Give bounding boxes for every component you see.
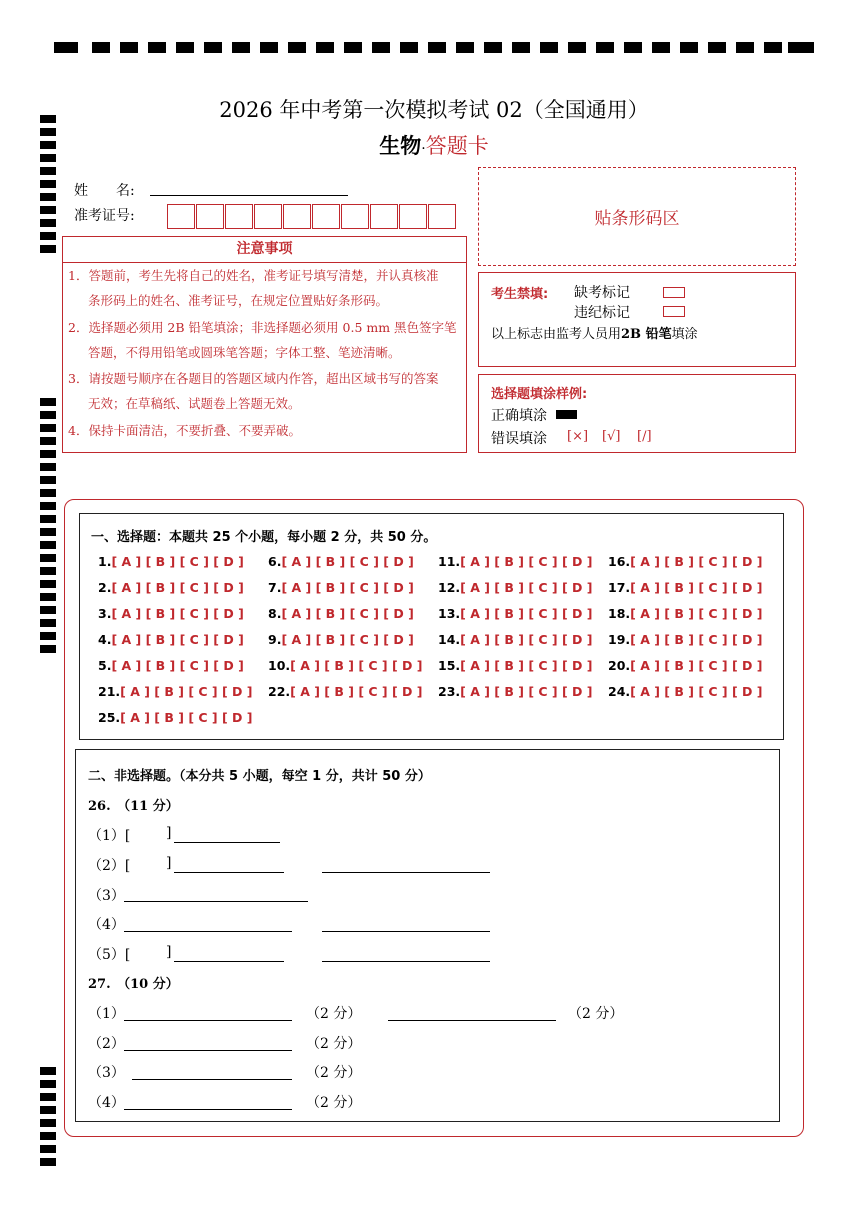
notice-item: 答题，不得用铅笔或圆珠笔答题；字体工整、笔迹清晰。 <box>88 345 401 360</box>
answer-line[interactable] <box>174 961 284 962</box>
question-number: 12. <box>438 580 461 595</box>
notice-item: 4．保持卡面清洁，不要折叠、不要弄破。 <box>68 423 301 438</box>
question-number: 11. <box>438 554 461 569</box>
answer-options[interactable]: [ A ] [ B ] [ C ] [ D ] <box>281 580 414 595</box>
absent-label: 缺考标记 <box>574 285 630 301</box>
timing-mark <box>40 1106 56 1114</box>
choice-question[interactable] <box>98 606 244 621</box>
choice-question[interactable] <box>438 658 592 673</box>
timing-mark <box>40 554 56 562</box>
answer-line[interactable] <box>124 1109 292 1110</box>
choice-question[interactable] <box>98 554 244 569</box>
answer-line[interactable] <box>124 931 292 932</box>
timing-mark <box>40 411 56 419</box>
barcode-label: 贴条形码区 <box>594 209 680 229</box>
notice-title-box <box>62 236 467 263</box>
choice-question[interactable] <box>98 632 244 647</box>
timing-mark <box>40 502 56 510</box>
answer-options[interactable]: [ A ] [ B ] [ C ] [ D ] <box>120 684 253 699</box>
answer-options[interactable]: [ A ] [ B ] [ C ] [ D ] <box>290 658 423 673</box>
id-label: 准考证号: <box>74 208 135 224</box>
timing-mark <box>40 167 56 175</box>
wrong-example-3: [/] <box>637 429 652 444</box>
question-number: 2. <box>98 580 112 595</box>
answer-options[interactable]: [ A ] [ B ] [ C ] [ D ] <box>120 710 253 725</box>
answer-options[interactable]: [ A ] [ B ] [ C ] [ D ] <box>630 632 763 647</box>
score-label: （2 分） <box>306 1036 362 1052</box>
question-number: 16. <box>608 554 631 569</box>
notice-item: 3．请按题号顺序在各题目的答题区域内作答，超出区域书写的答案 <box>68 371 439 386</box>
timing-mark <box>40 515 56 523</box>
choice-question[interactable] <box>268 580 414 595</box>
q26-5-label: （5）[ <box>88 947 131 963</box>
q27-2-label: （2） <box>88 1036 125 1052</box>
question-number: 25. <box>98 710 121 725</box>
id-digit-cell[interactable] <box>254 204 282 229</box>
choice-question[interactable] <box>608 554 762 569</box>
question-number: 6. <box>268 554 282 569</box>
violation-mark[interactable] <box>663 306 685 317</box>
choice-question[interactable] <box>438 554 592 569</box>
answer-line[interactable] <box>174 842 280 843</box>
answer-options[interactable]: [ A ] [ B ] [ C ] [ D ] <box>630 606 763 621</box>
timing-mark <box>40 245 56 253</box>
answer-options[interactable]: [ A ] [ B ] [ C ] [ D ] <box>460 632 593 647</box>
answer-options[interactable]: [ A ] [ B ] [ C ] [ D ] <box>111 658 244 673</box>
timing-mark <box>40 1080 56 1088</box>
question-number: 15. <box>438 658 461 673</box>
answer-options[interactable]: [ A ] [ B ] [ C ] [ D ] <box>111 580 244 595</box>
choice-question[interactable] <box>98 684 252 699</box>
answer-options[interactable]: [ A ] [ B ] [ C ] [ D ] <box>630 554 763 569</box>
bracket-close: ] <box>166 944 172 960</box>
question-number: 4. <box>98 632 112 647</box>
answer-options[interactable]: [ A ] [ B ] [ C ] [ D ] <box>111 606 244 621</box>
answer-line[interactable] <box>124 901 308 902</box>
answer-options[interactable]: [ A ] [ B ] [ C ] [ D ] <box>281 632 414 647</box>
sample-box <box>478 374 796 453</box>
timing-mark <box>40 1145 56 1153</box>
choice-question[interactable] <box>608 658 762 673</box>
choice-question[interactable] <box>608 632 762 647</box>
timing-mark <box>40 606 56 614</box>
choice-question[interactable] <box>268 632 414 647</box>
q26-3-label: （3） <box>88 888 125 904</box>
timing-mark <box>40 528 56 536</box>
q26-1-label: （1）[ <box>88 828 131 844</box>
choice-question[interactable] <box>438 684 592 699</box>
choice-question[interactable] <box>608 606 762 621</box>
question-number: 5. <box>98 658 112 673</box>
timing-mark <box>40 489 56 497</box>
answer-options[interactable]: [ A ] [ B ] [ C ] [ D ] <box>460 554 593 569</box>
correct-label: 正确填涂 <box>491 408 547 424</box>
timing-mark <box>40 1119 56 1127</box>
question-number: 3. <box>98 606 112 621</box>
choice-section <box>79 513 784 740</box>
answer-options[interactable]: [ A ] [ B ] [ C ] [ D ] <box>460 684 593 699</box>
score-label: （2 分） <box>306 1006 362 1022</box>
question-number: 18. <box>608 606 631 621</box>
choice-question[interactable] <box>268 554 414 569</box>
timing-mark <box>40 219 56 227</box>
id-digit-cell[interactable] <box>196 204 224 229</box>
bracket-close: ] <box>166 855 172 871</box>
timing-mark <box>40 424 56 432</box>
notice-item: 1．答题前，考生先将自己的姓名，准考证号填写清楚，并认真核准 <box>68 268 439 283</box>
q27-4-label: （4） <box>88 1095 125 1111</box>
timing-mark <box>40 1067 56 1075</box>
question-number: 20. <box>608 658 631 673</box>
answer-line[interactable] <box>132 1079 292 1080</box>
timing-mark <box>40 1132 56 1140</box>
timing-mark <box>40 193 56 201</box>
question-number: 10. <box>268 658 291 673</box>
choice-question[interactable] <box>268 606 414 621</box>
forbidden-note: 以上标志由监考人员用2B 铅笔填涂 <box>491 327 698 342</box>
forbidden-label: 考生禁填: <box>491 287 549 302</box>
q26-2-label: （2）[ <box>88 858 131 874</box>
notice-item: 无效；在草稿纸、试题卷上答题无效。 <box>88 396 301 411</box>
question-number: 19. <box>608 632 631 647</box>
nonchoice-section <box>75 749 780 1122</box>
timing-mark <box>40 1158 56 1166</box>
timing-mark <box>40 398 56 406</box>
q27-3-label: （3） <box>88 1065 125 1081</box>
answer-line[interactable] <box>388 1020 556 1021</box>
name-field[interactable] <box>150 195 348 196</box>
answer-line[interactable] <box>322 872 490 873</box>
choice-question[interactable] <box>98 658 244 673</box>
score-label: （2 分） <box>306 1065 362 1081</box>
answer-options[interactable]: [ A ] [ B ] [ C ] [ D ] <box>111 554 244 569</box>
violation-label: 违纪标记 <box>574 305 630 321</box>
id-digit-cell[interactable] <box>225 204 253 229</box>
timing-mark <box>40 180 56 188</box>
section2-title: 二、非选择题。（本分共 5 小题，每空 1 分，共计 50 分） <box>88 769 431 784</box>
score-label: （2 分） <box>568 1006 624 1022</box>
timing-mark <box>40 232 56 240</box>
id-digit-cell[interactable] <box>312 204 340 229</box>
answer-line[interactable] <box>124 1050 292 1051</box>
timing-mark <box>40 1093 56 1101</box>
choice-question[interactable] <box>438 632 592 647</box>
subject-title: 生物·答题卡 <box>379 133 489 158</box>
choice-question[interactable] <box>98 580 244 595</box>
answer-options[interactable]: [ A ] [ B ] [ C ] [ D ] <box>460 658 593 673</box>
notice-title: 注意事项 <box>236 241 293 257</box>
answer-options[interactable]: [ A ] [ B ] [ C ] [ D ] <box>281 554 414 569</box>
correct-fill-example <box>556 410 577 419</box>
id-digit-cell[interactable] <box>428 204 456 229</box>
timing-mark <box>40 450 56 458</box>
id-digit-cell[interactable] <box>341 204 369 229</box>
timing-mark <box>40 463 56 471</box>
question-number: 13. <box>438 606 461 621</box>
timing-mark <box>40 632 56 640</box>
barcode-area <box>478 167 796 266</box>
answer-options[interactable]: [ A ] [ B ] [ C ] [ D ] <box>111 632 244 647</box>
choice-question[interactable] <box>438 580 592 595</box>
answer-options[interactable]: [ A ] [ B ] [ C ] [ D ] <box>630 580 763 595</box>
id-digit-cell[interactable] <box>167 204 195 229</box>
answer-options[interactable]: [ A ] [ B ] [ C ] [ D ] <box>460 580 593 595</box>
q26-4-label: （4） <box>88 917 125 933</box>
timing-mark <box>40 476 56 484</box>
exam-title: 2026 年中考第一次模拟考试 02（全国通用） <box>219 98 649 122</box>
choice-question[interactable] <box>268 658 422 673</box>
notice-item: 2．选择题必须用 2B 铅笔填涂；非选择题必须用 0.5 mm 黑色签字笔 <box>68 320 457 335</box>
timing-mark <box>40 437 56 445</box>
question-number: 17. <box>608 580 631 595</box>
q27-1-label: （1） <box>88 1006 125 1022</box>
bracket-close: ] <box>166 825 172 841</box>
absent-mark[interactable] <box>663 287 685 298</box>
top-timing-marks <box>54 40 814 56</box>
timing-mark <box>40 580 56 588</box>
timing-mark <box>40 619 56 627</box>
id-digit-cell[interactable] <box>399 204 427 229</box>
answer-options[interactable]: [ A ] [ B ] [ C ] [ D ] <box>281 606 414 621</box>
answer-options[interactable]: [ A ] [ B ] [ C ] [ D ] <box>630 684 763 699</box>
timing-mark <box>40 593 56 601</box>
wrong-label: 错误填涂 <box>491 431 547 447</box>
answer-line[interactable] <box>322 931 490 932</box>
question-number: 21. <box>98 684 121 699</box>
answer-options[interactable]: [ A ] [ B ] [ C ] [ D ] <box>460 606 593 621</box>
timing-mark <box>40 541 56 549</box>
id-digit-cell[interactable] <box>283 204 311 229</box>
choice-question[interactable] <box>98 710 252 725</box>
q27-title: 27. （10 分） <box>88 977 179 992</box>
choice-question[interactable] <box>438 606 592 621</box>
answer-line[interactable] <box>174 872 284 873</box>
wrong-example-2: [√] <box>602 429 621 444</box>
question-number: 14. <box>438 632 461 647</box>
score-label: （2 分） <box>306 1095 362 1111</box>
question-number: 9. <box>268 632 282 647</box>
timing-mark <box>40 645 56 653</box>
question-number: 23. <box>438 684 461 699</box>
question-number: 24. <box>608 684 631 699</box>
choice-question[interactable] <box>608 684 762 699</box>
wrong-example-1: [×] <box>567 429 589 444</box>
timing-mark <box>40 206 56 214</box>
sample-title: 选择题填涂样例: <box>491 387 588 402</box>
timing-mark <box>40 567 56 575</box>
answer-options[interactable]: [ A ] [ B ] [ C ] [ D ] <box>290 684 423 699</box>
section1-title: 一、选择题：本题共 25 个小题，每小题 2 分，共 50 分。 <box>91 530 437 545</box>
answer-line[interactable] <box>124 1020 292 1021</box>
answer-line[interactable] <box>322 961 490 962</box>
forbidden-box <box>478 272 796 367</box>
question-number: 7. <box>268 580 282 595</box>
question-number: 22. <box>268 684 291 699</box>
question-number: 8. <box>268 606 282 621</box>
id-digit-cell[interactable] <box>370 204 398 229</box>
notice-item: 条形码上的姓名、准考证号，在规定位置贴好条形码。 <box>88 293 389 308</box>
question-number: 1. <box>98 554 112 569</box>
q26-title: 26. （11 分） <box>88 799 179 814</box>
answer-options[interactable]: [ A ] [ B ] [ C ] [ D ] <box>630 658 763 673</box>
name-label: 姓 名: <box>74 183 135 199</box>
choice-question[interactable] <box>268 684 422 699</box>
choice-question[interactable] <box>608 580 762 595</box>
